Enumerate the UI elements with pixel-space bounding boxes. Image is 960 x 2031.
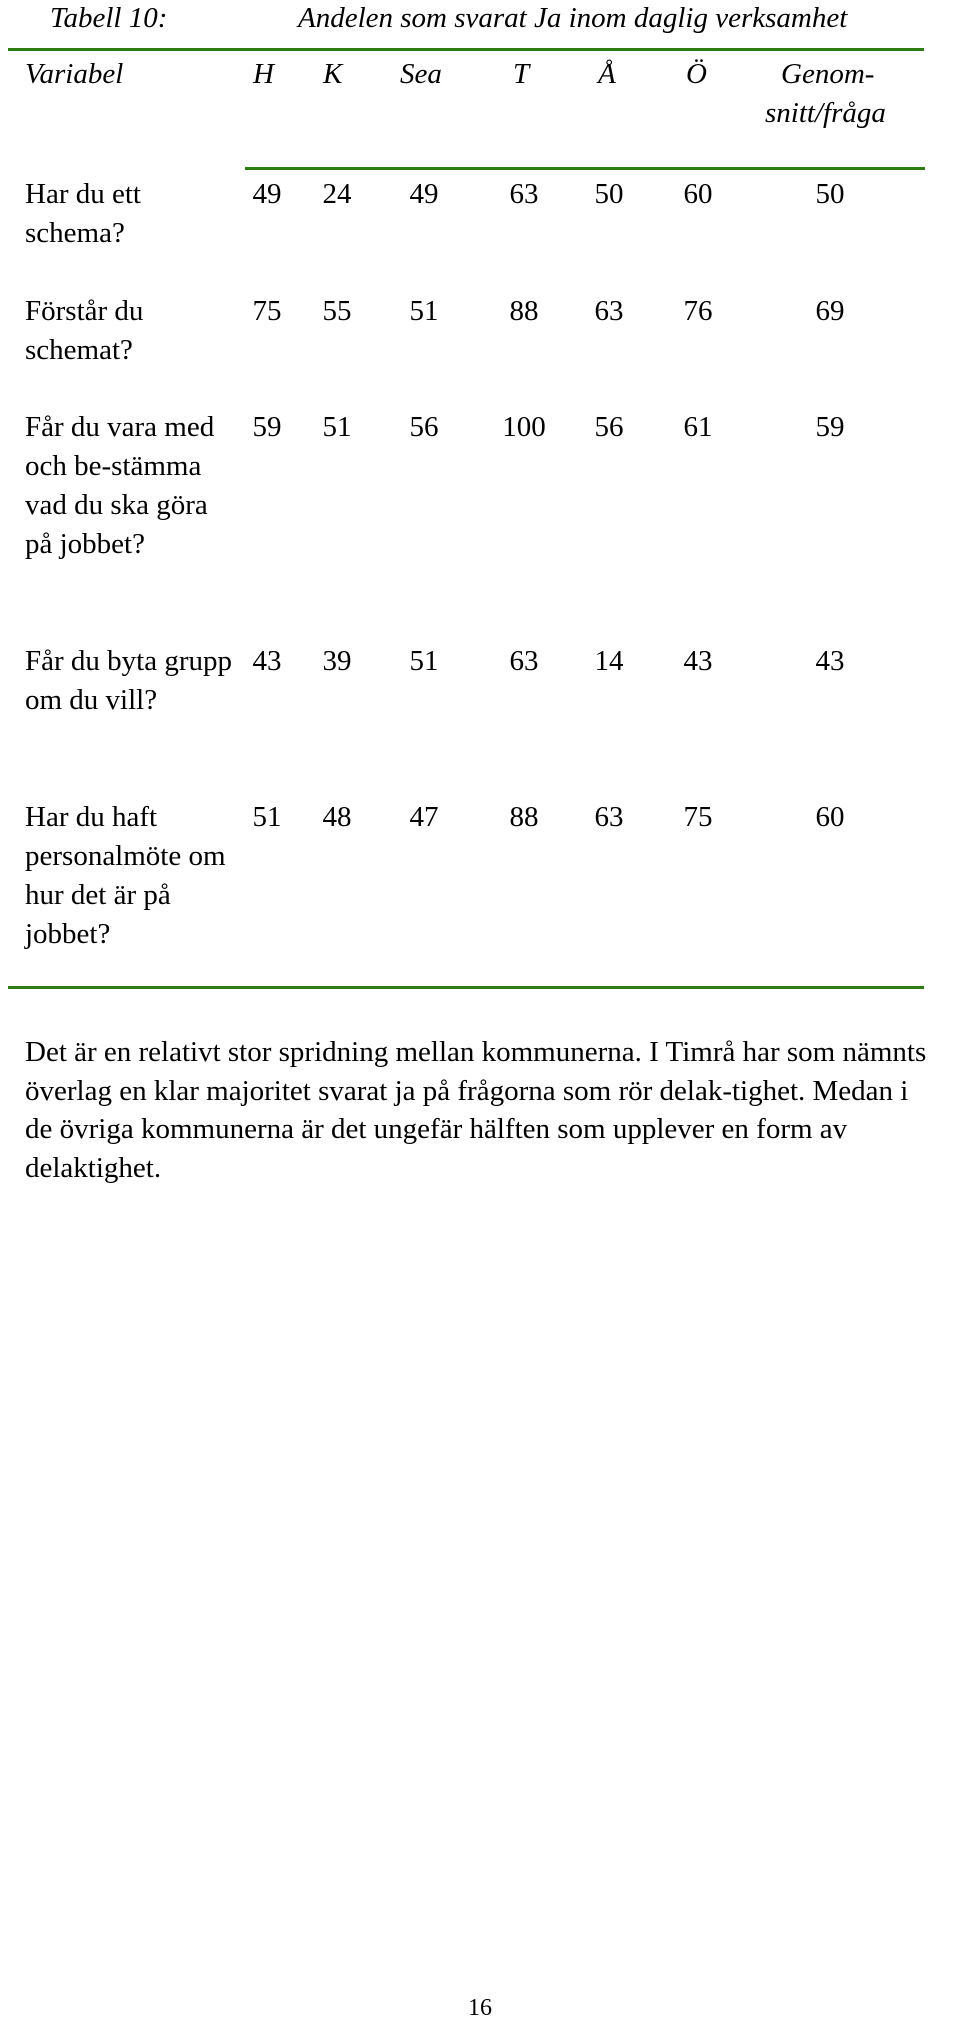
cell-oe: 75 bbox=[683, 801, 713, 833]
header-variable: Variabel bbox=[25, 58, 124, 90]
cell-t: 100 bbox=[502, 411, 546, 443]
table-caption-label: Tabell 10: bbox=[50, 2, 168, 34]
cell-aa: 50 bbox=[594, 178, 624, 210]
header-avg-line2: snitt/fråga bbox=[765, 97, 886, 129]
row-question: Förstår du schemat? bbox=[25, 295, 144, 366]
row-question: Har du ett schema? bbox=[25, 178, 141, 249]
header-col-k: K bbox=[323, 58, 343, 90]
cell-aa: 63 bbox=[594, 295, 624, 327]
cell-k: 39 bbox=[322, 645, 352, 677]
table-top-rule bbox=[8, 48, 924, 51]
body-paragraph: Det är en relativt stor spridning mellan kommunerna. I Timrå har som nämnts överlag en klar majoritet svarat ja på frågorna som rör delak-tighet. Medan i de övriga kommunerna är det ungefär hälften som upplever en form av delaktighet. bbox=[25, 1036, 927, 1184]
header-col-t: T bbox=[513, 58, 530, 90]
cell-sea: 49 bbox=[409, 178, 439, 210]
cell-h: 75 bbox=[252, 295, 282, 327]
cell-average: 69 bbox=[815, 295, 845, 327]
cell-average: 59 bbox=[815, 411, 845, 443]
cell-k: 55 bbox=[322, 295, 352, 327]
page-number: 16 bbox=[468, 1995, 492, 2021]
cell-h: 51 bbox=[252, 801, 282, 833]
cell-h: 49 bbox=[252, 178, 282, 210]
cell-sea: 51 bbox=[409, 645, 439, 677]
cell-aa: 56 bbox=[594, 411, 624, 443]
cell-sea: 47 bbox=[409, 801, 439, 833]
cell-aa: 63 bbox=[594, 801, 624, 833]
header-bottom-rule bbox=[245, 167, 925, 170]
table-caption-title: Andelen som svarat Ja inom daglig verksamhet bbox=[298, 2, 848, 34]
header-col-oe: Ö bbox=[686, 58, 707, 90]
cell-t: 63 bbox=[509, 178, 539, 210]
cell-sea: 56 bbox=[409, 411, 439, 443]
cell-sea: 51 bbox=[409, 295, 439, 327]
cell-aa: 14 bbox=[594, 645, 624, 677]
cell-t: 88 bbox=[509, 295, 539, 327]
row-question: Har du haft personalmöte om hur det är på jobbet? bbox=[25, 801, 226, 950]
cell-h: 43 bbox=[252, 645, 282, 677]
cell-k: 48 bbox=[322, 801, 352, 833]
cell-k: 51 bbox=[322, 411, 352, 443]
table-bottom-rule bbox=[8, 986, 924, 989]
cell-h: 59 bbox=[252, 411, 282, 443]
cell-average: 60 bbox=[815, 801, 845, 833]
header-col-h: H bbox=[253, 58, 274, 90]
header-avg-line1: Genom- bbox=[781, 58, 875, 90]
header-col-aa: Å bbox=[598, 58, 616, 90]
cell-oe: 61 bbox=[683, 411, 713, 443]
cell-average: 50 bbox=[815, 178, 845, 210]
cell-t: 63 bbox=[509, 645, 539, 677]
row-question: Får du vara med och be-stämma vad du ska göra på jobbet? bbox=[25, 411, 215, 560]
header-col-sea: Sea bbox=[400, 58, 442, 90]
row-question: Får du byta grupp om du vill? bbox=[25, 645, 232, 716]
cell-t: 88 bbox=[509, 801, 539, 833]
cell-average: 43 bbox=[815, 645, 845, 677]
cell-oe: 43 bbox=[683, 645, 713, 677]
cell-oe: 76 bbox=[683, 295, 713, 327]
cell-k: 24 bbox=[322, 178, 352, 210]
cell-oe: 60 bbox=[683, 178, 713, 210]
